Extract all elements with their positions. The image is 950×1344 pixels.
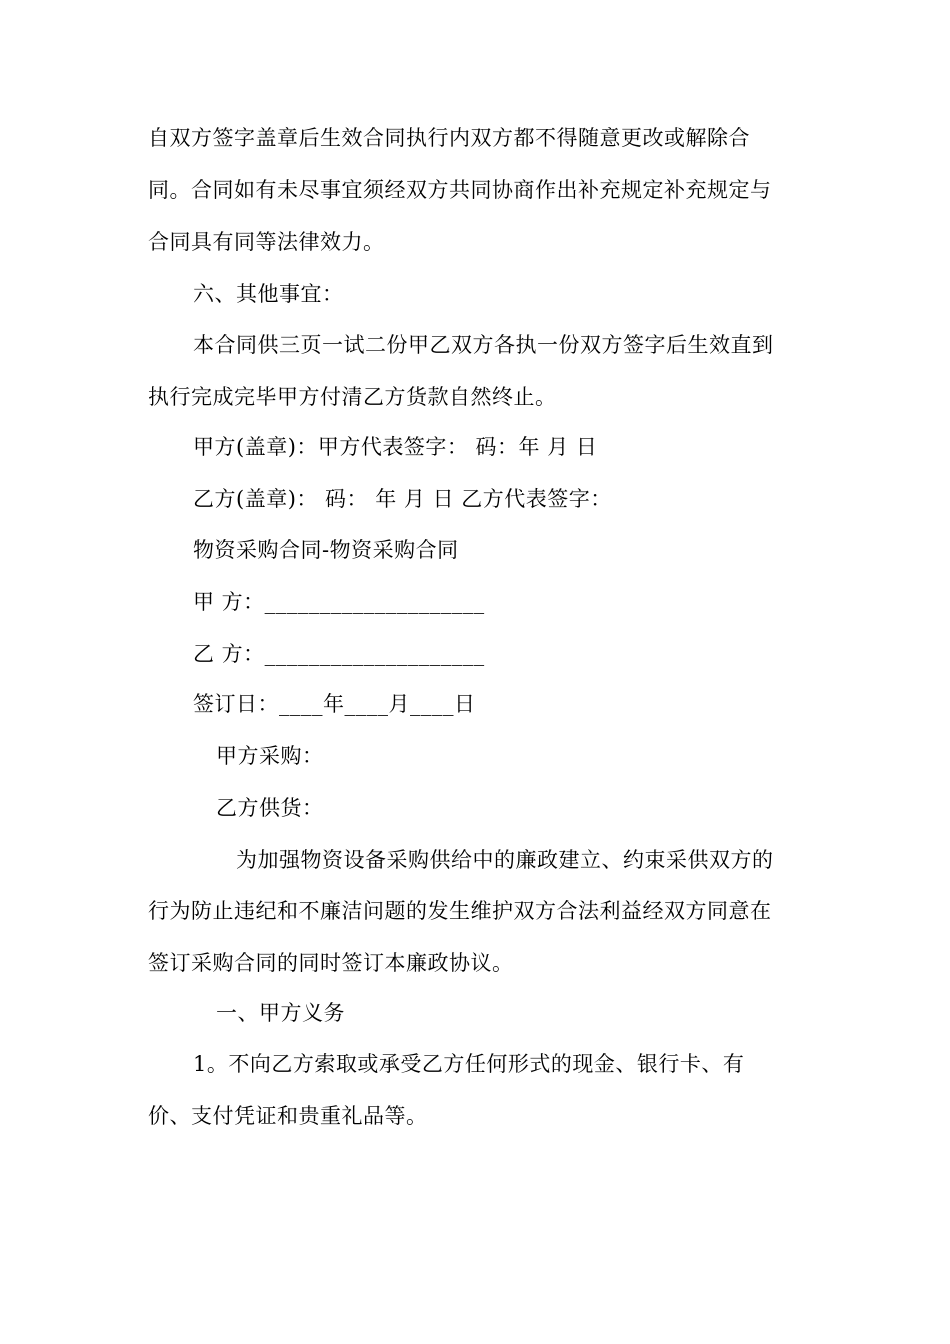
paragraph-line: 执行完成完毕甲方付清乙方货款自然终止。 — [148, 385, 557, 409]
party-a-signature-line: 甲方(盖章)：甲方代表签字： 码：年 月 日 — [193, 435, 598, 459]
paragraph-line: 为加强物资设备采购供给中的廉政建立、约束采供双方的 — [236, 848, 774, 872]
paragraph-line: 1。不向乙方索取或承受乙方任何形式的现金、银行卡、有 — [193, 1052, 745, 1076]
party-b-supply-label: 乙方供货： — [216, 796, 324, 820]
party-b-field: 乙 方：____________________ — [193, 642, 485, 666]
paragraph-line: 本合同供三页一试二份甲乙双方各执一份双方签字后生效直到 — [193, 333, 774, 357]
section-heading: 一、甲方义务 — [216, 1001, 345, 1025]
contract-title: 物资采购合同-物资采购合同 — [193, 538, 459, 562]
paragraph-line: 同。合同如有未尽事宜须经双方共同协商作出补充规定补充规定与 — [148, 178, 772, 202]
paragraph-line: 签订采购合同的同时签订本廉政协议。 — [148, 951, 514, 975]
paragraph-line: 自双方签字盖章后生效合同执行内双方都不得随意更改或解除合 — [148, 126, 750, 150]
paragraph-line: 价、支付凭证和贵重礼品等。 — [148, 1104, 428, 1128]
signing-date-field: 签订日：____年____月____日 — [193, 692, 476, 716]
paragraph-line: 行为防止违纪和不廉洁问题的发生维护双方合法利益经双方同意在 — [148, 899, 772, 923]
party-b-signature-line: 乙方(盖章)： 码： 年 月 日 乙方代表签字： — [193, 487, 612, 511]
paragraph-line: 合同具有同等法律效力。 — [148, 230, 385, 254]
party-a-field: 甲 方：____________________ — [193, 590, 485, 614]
party-a-purchase-label: 甲方采购： — [216, 744, 324, 768]
section-heading: 六、其他事宜： — [193, 282, 344, 306]
